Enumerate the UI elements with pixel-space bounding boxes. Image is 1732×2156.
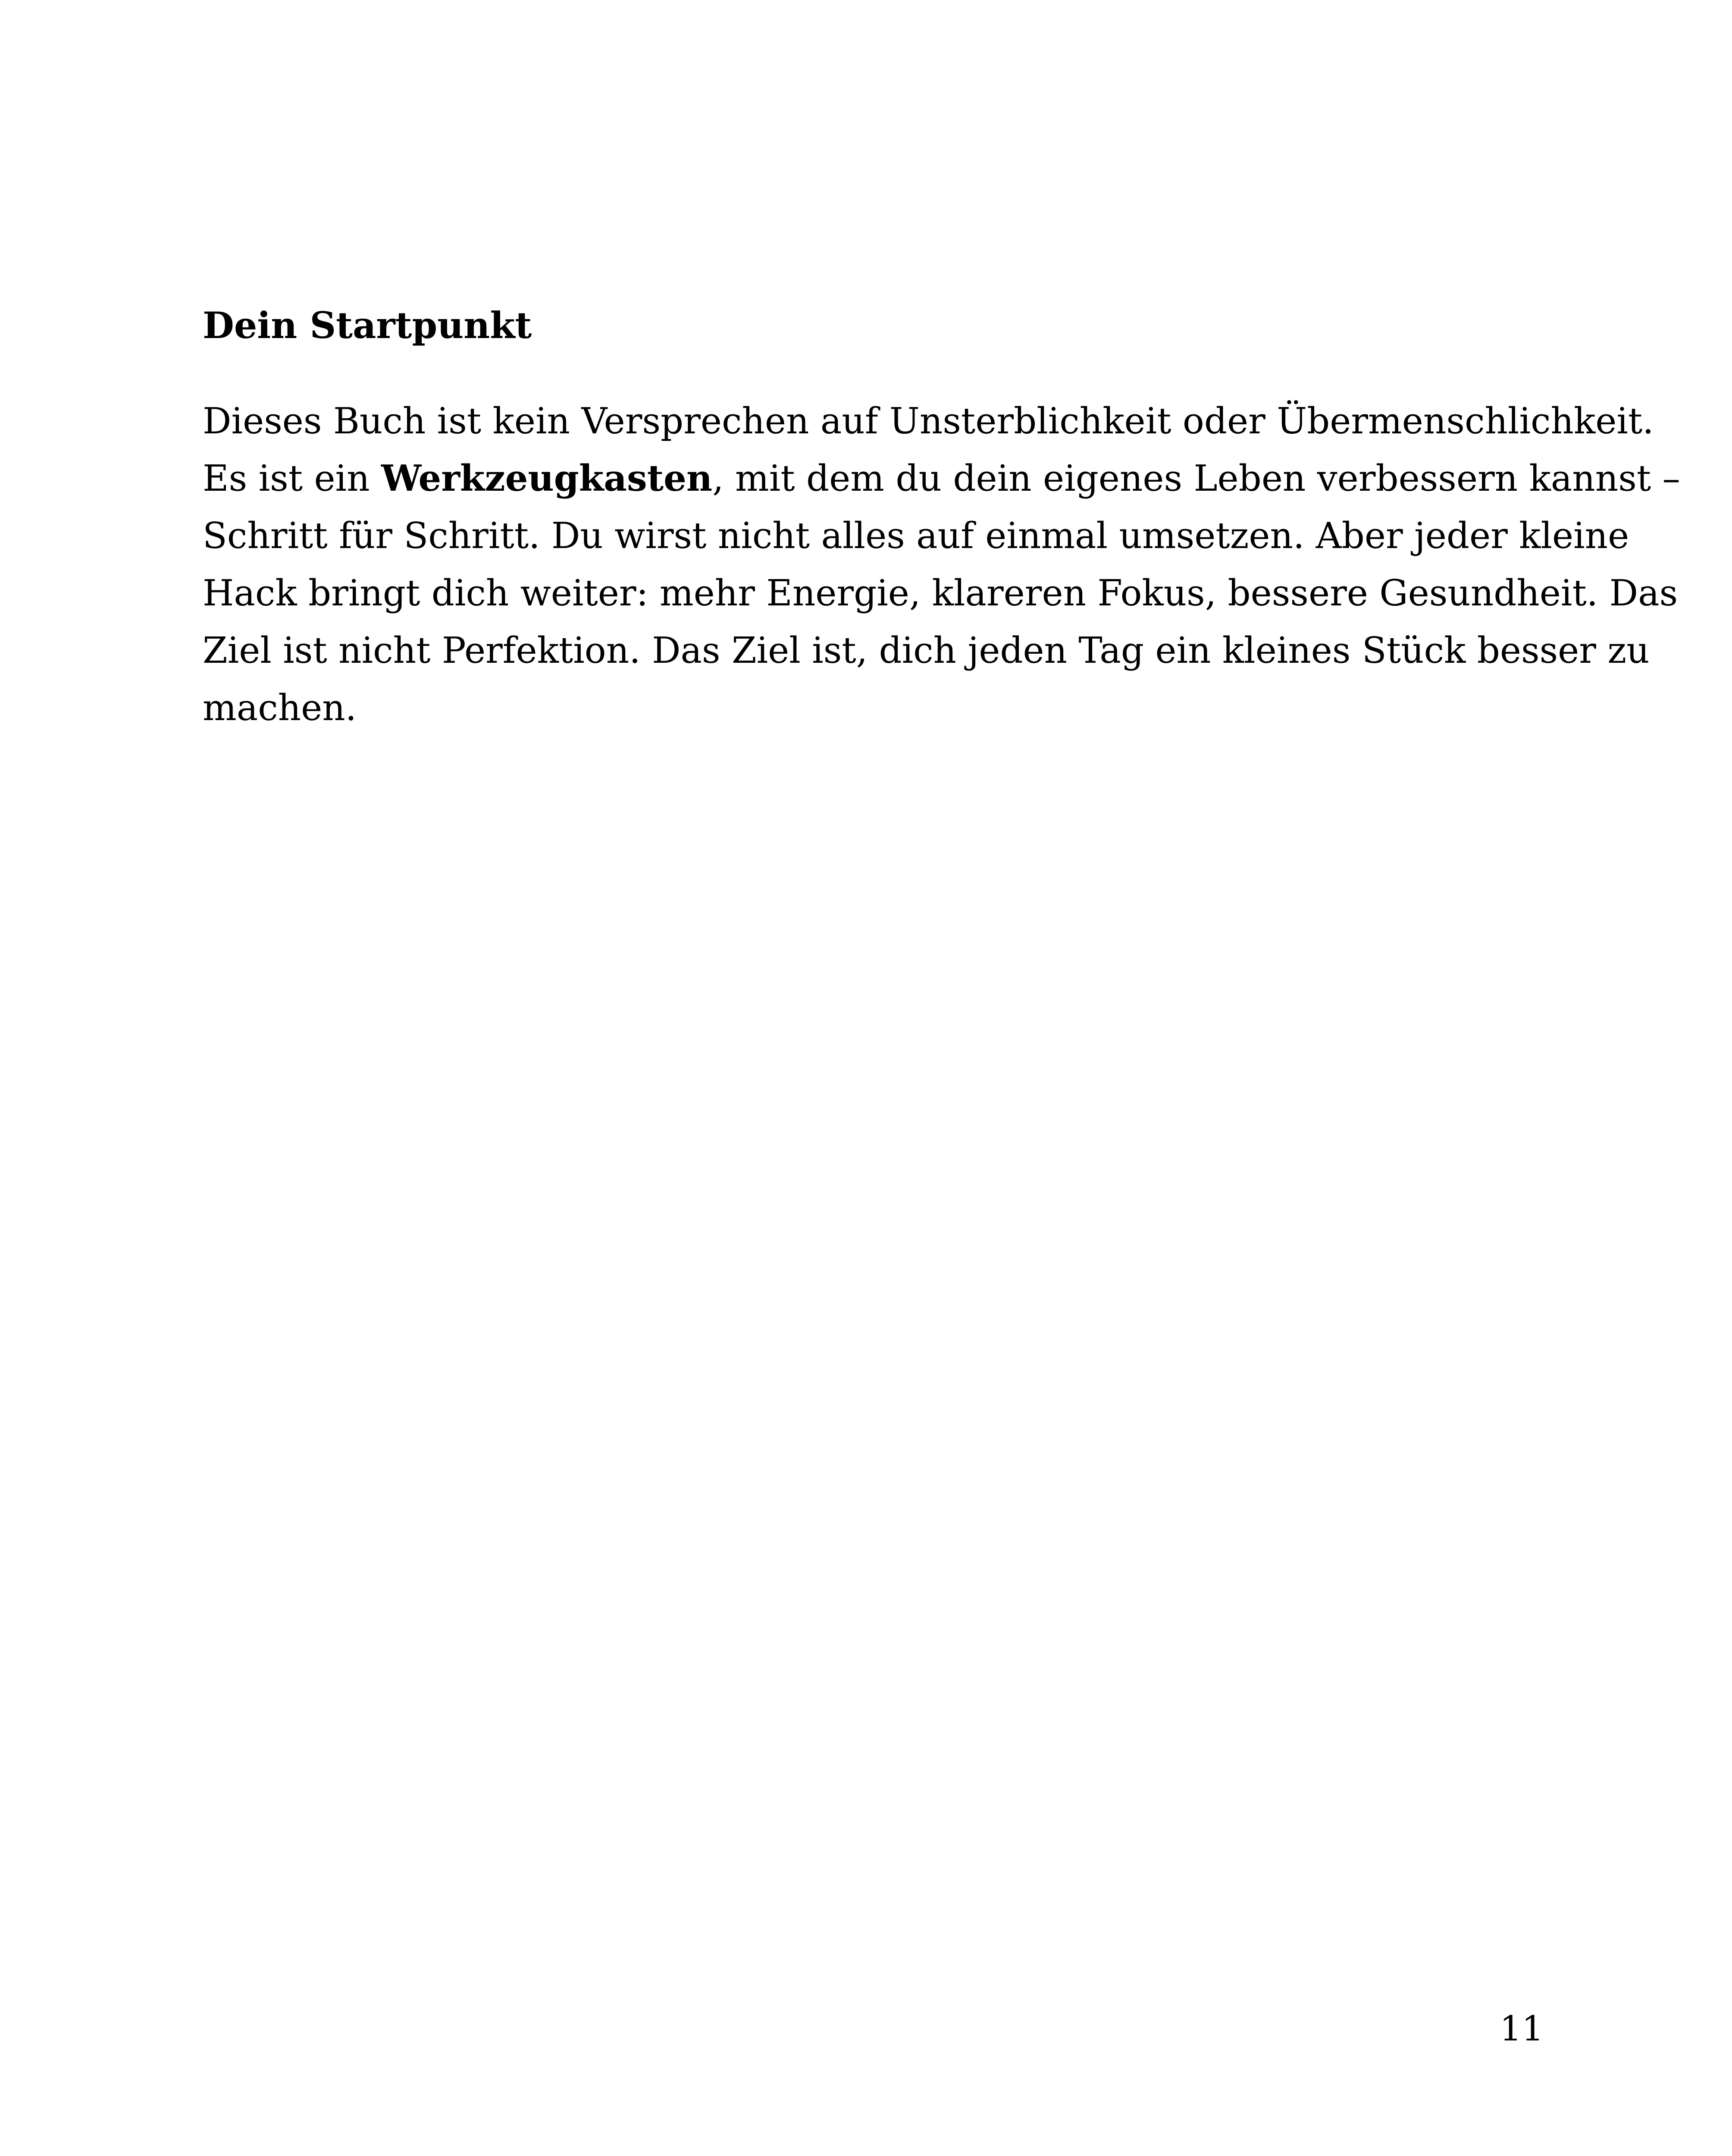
paragraph-text: , mit dem du dein eigenes Leben verbessern kannst –: [712, 458, 1681, 499]
paragraph-line: machen.: [203, 687, 357, 729]
emphasized-term: Werkzeugkasten: [381, 457, 713, 499]
page-number: 11: [1500, 2009, 1544, 2049]
paragraph-text: Es ist ein: [203, 458, 381, 499]
paragraph-line: Schritt für Schritt. Du wirst nicht alles auf einmal umsetzen. Aber jeder kleine: [203, 515, 1629, 557]
paragraph-line: Dieses Buch ist kein Versprechen auf Unsterblichkeit oder Übermenschlichkeit.: [203, 400, 1654, 442]
paragraph-line: [203, 450, 1681, 507]
paragraph-line: Hack bringt dich weiter: mehr Energie, klareren Fokus, bessere Gesundheit. Das: [203, 572, 1678, 614]
section-heading: Dein Startpunkt: [203, 304, 532, 347]
body-paragraph: [203, 392, 1681, 736]
paragraph-line: Ziel ist nicht Perfektion. Das Ziel ist, dich jeden Tag ein kleines Stück besser zu: [203, 630, 1650, 671]
